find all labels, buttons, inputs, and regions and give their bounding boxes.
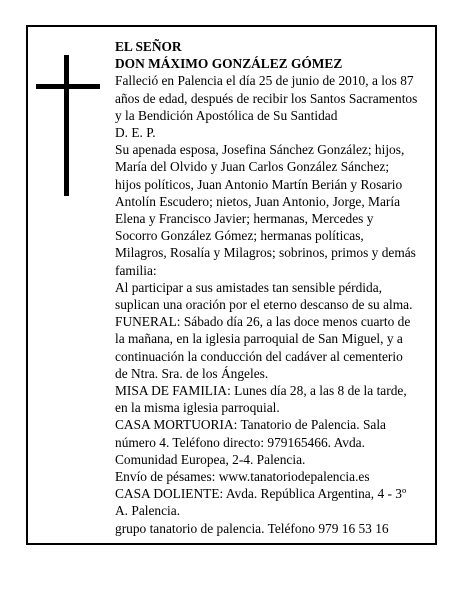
text-line: y la Bendición Apostólica de Su Santidad (115, 107, 338, 123)
text-line: continuación la conducción del cadáver al cementerio (115, 348, 403, 364)
obituary-text (115, 38, 437, 537)
text-line: D. E. P. (115, 125, 156, 141)
text-line: FUNERAL: Sábado día 26, a las doce menos cuarto de (115, 314, 411, 330)
cross-icon (64, 55, 69, 196)
text-line: años de edad, después de recibir los Santos Sacramentos (115, 90, 418, 106)
text-line: hijos políticos, Juan Antonio Martín Berián y Rosario (115, 176, 403, 192)
text-line: María del Olvido y Juan Carlos González Sánchez; (115, 159, 390, 175)
text-line: la mañana, en la iglesia parroquial de San Miguel, y a (115, 331, 403, 347)
text-line: Elena y Francisco Javier; hermanas, Mercedes y (115, 211, 374, 227)
text-line: Comunidad Europea, 2-4. Palencia. (115, 451, 306, 467)
text-line: CASA DOLIENTE: Avda. República Argentina, 4 - 3º (115, 486, 407, 502)
text-line: Milagros, Rosalía y Milagros; sobrinos, primos y demás (115, 245, 416, 261)
text-line: de Ntra. Sra. de los Ángeles. (115, 365, 269, 381)
deceased-name: DON MÁXIMO GONZÁLEZ GÓMEZ (115, 56, 343, 72)
cross-icon-bar (36, 84, 100, 89)
text-line: Envío de pésames: www.tanatoriodepalencia.es (115, 469, 370, 485)
text-line: suplican una oración por el eterno descanso de su alma. (115, 297, 413, 313)
text-line: familia: (115, 262, 157, 278)
text-line: CASA MORTUORIA: Tanatorio de Palencia. Sala (115, 417, 386, 433)
text-line: grupo tanatorio de palencia. Teléfono 979 16 53 16 (115, 520, 389, 536)
text-line: MISA DE FAMILIA: Lunes día 28, a las 8 de la tarde, (115, 383, 407, 399)
text-line: A. Palencia. (115, 503, 181, 519)
text-line: Al participar a sus amistades tan sensible pérdida, (115, 279, 382, 295)
text-line: en la misma iglesia parroquial. (115, 400, 280, 416)
text-line: número 4. Teléfono directo: 979165466. Avda. (115, 434, 365, 450)
text-line: Socorro González Gómez; hermanas políticas, (115, 228, 364, 244)
text-line: Antolín Escudero; nietos, Juan Antonio, Jorge, María (115, 193, 401, 209)
text-line: Falleció en Palencia el día 25 de junio de 2010, a los 87 (115, 73, 414, 89)
heading-title: EL SEÑOR (115, 39, 182, 54)
text-line: Su apenada esposa, Josefina Sánchez González; hijos, (115, 142, 405, 158)
